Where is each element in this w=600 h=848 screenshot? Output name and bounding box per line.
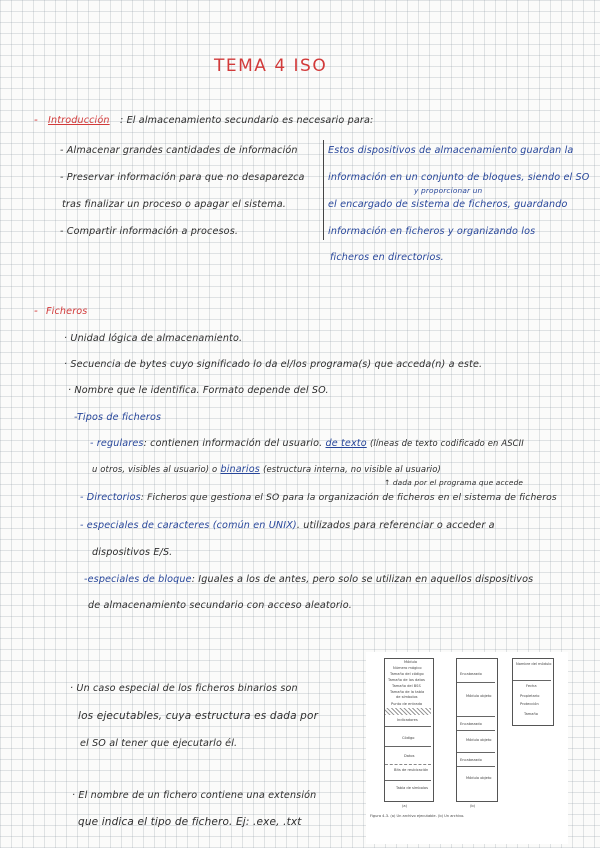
- executable-file-figure: [366, 652, 568, 844]
- regulares-note: ↑ dada por el programa que accede: [384, 478, 524, 487]
- especiales-car-text-1: . utilizados para referenciar o acceder a: [296, 520, 495, 531]
- fig-a-label-7: Punto de entrada: [391, 702, 423, 706]
- fig-side-label-2: Propietario: [520, 694, 540, 698]
- intro-item-4: - Compartir información a procesos.: [60, 226, 239, 237]
- regulares-text-1: : contienen información del usuario.: [143, 438, 323, 449]
- fig-a-label-3: Tamaño de los datos: [388, 678, 425, 682]
- note-line-4: · El nombre de un fichero contiene una extensión: [72, 790, 317, 801]
- fig-b-line-1: [457, 682, 495, 683]
- fig-side-label-4: Tamaño: [524, 712, 538, 716]
- ficheros-line-2: · Secuencia de bytes cuyo significado lo da el/los programa(s) que acceda(n) a este.: [64, 359, 483, 370]
- regulares-text-2: (líneas de texto codificado en ASCII: [369, 438, 524, 448]
- fig-a-label-10: Datos: [404, 754, 415, 758]
- intro-right-insert: y proporcionar un: [414, 186, 483, 195]
- fig-caption-b: (b): [470, 804, 476, 808]
- intro-right-line-1: Estos dispositivos de almacenamiento guardan la: [328, 145, 574, 156]
- binarios-label: binarios: [220, 464, 260, 475]
- fig-side-label-0: Nombre del módulo: [516, 662, 552, 666]
- fig-b-line-4: [457, 752, 495, 753]
- directorios-text: : Ficheros que gestiona el SO para la organización de ficheros en el sistema de ficheros: [140, 492, 557, 503]
- ficheros-heading: Ficheros: [46, 306, 88, 317]
- fig-a-label-1: Número mágico: [393, 666, 422, 670]
- fig-b-label-0: Encabezado: [460, 672, 482, 676]
- fig-b-label-3: Módulo objeto: [466, 738, 492, 742]
- fig-side-label-3: Protección: [520, 702, 539, 706]
- ficheros-line-1: · Unidad lógica de almacenamiento.: [64, 333, 243, 344]
- note-line-3: el SO al tener que ejecutarlo él.: [80, 738, 238, 749]
- regulares-label: - regulares: [90, 438, 144, 449]
- especiales-bloq-text-1: : Iguales a los de antes, pero solo se utilizan en aquellos dispositivos: [191, 574, 534, 585]
- especiales-car-row: [80, 520, 495, 531]
- de-texto-label: de texto: [325, 438, 367, 449]
- note-line-5: que indica el tipo de fichero. Ej: .exe, .txt: [78, 816, 302, 828]
- especiales-bloq-label: -especiales de bloque: [84, 574, 192, 585]
- especiales-car-text-2: dispositivos E/S.: [92, 547, 173, 558]
- directorios-row: [80, 492, 557, 503]
- fig-a-label-6: de símbolos: [396, 695, 418, 699]
- page-title: TEMA 4 ISO: [214, 56, 328, 76]
- intro-heading: Introducción: [48, 115, 110, 126]
- especiales-car-label: - especiales de caracteres (común en UNIX): [80, 520, 297, 531]
- regulares-text-4: (estructura interna, no visible al usuario): [263, 464, 441, 474]
- fig-a-label-0: Módulo: [404, 660, 418, 664]
- fig-side-line-1: [513, 680, 551, 681]
- ficheros-bullet: -: [34, 305, 38, 317]
- fig-a-label-8: Indicadores: [397, 718, 418, 722]
- fig-a-label-2: Tamaño del código: [390, 672, 424, 676]
- fig-caption-text: Figura 4-3. (a) Un archivo ejecutable. (b) Un archivo.: [370, 814, 465, 818]
- fig-a-label-12: Tabla de símbolos: [396, 786, 428, 790]
- intro-right-line-2: información en un conjunto de bloques, siendo el SO: [328, 172, 590, 183]
- intro-right-line-3: el encargado de sistema de ficheros, guardando: [328, 199, 568, 210]
- tipos-heading: -Tipos de ficheros: [74, 412, 162, 423]
- fig-a-label-4: Tamaño del BSS: [392, 684, 421, 688]
- fig-a-hatch: [385, 708, 431, 715]
- note-line-1: · Un caso especial de los ficheros binarios son: [70, 683, 298, 694]
- intro-right-line-5: ficheros en directorios.: [330, 252, 444, 263]
- intro-bullet: -: [34, 114, 38, 126]
- column-divider: [323, 140, 324, 240]
- fig-a-label-9: Código: [402, 736, 415, 740]
- fig-a-label-11: Bits de reubicación: [394, 768, 429, 772]
- regulares-row-2: [92, 464, 441, 475]
- fig-b-label-5: Módulo objeto: [466, 776, 492, 780]
- especiales-bloq-text-2: de almacenamiento secundario con acceso aleatorio.: [88, 600, 352, 611]
- especiales-bloq-row: [84, 574, 533, 585]
- intro-item-2: - Preservar información para que no desaparezca: [60, 172, 305, 183]
- fig-b-line-3: [457, 730, 495, 731]
- regulares-row: [90, 438, 524, 449]
- intro-right-line-4: información en ficheros y organizando los: [328, 226, 536, 237]
- fig-a-line-3: [385, 780, 431, 781]
- intro-item-1: - Almacenar grandes cantidades de información: [60, 145, 298, 156]
- fig-b-label-1: Módulo objeto: [466, 694, 492, 698]
- fig-b-line-5: [457, 766, 495, 767]
- note-line-2: los ejecutables, cuya estructura es dada por: [78, 710, 319, 722]
- intro-text: : El almacenamiento secundario es necesario para:: [120, 115, 374, 126]
- fig-a-line-1: [385, 726, 431, 727]
- fig-side-label-1: Fecha: [526, 684, 537, 688]
- fig-a-line-2: [385, 746, 431, 747]
- fig-b-label-2: Encabezado: [460, 722, 482, 726]
- fig-caption-a: (a): [402, 804, 408, 808]
- ficheros-line-3: · Nombre que le identifica. Formato depende del SO.: [68, 385, 329, 396]
- regulares-text-3: u otros, visibles al usuario) o: [92, 464, 218, 474]
- intro-item-3: tras finalizar un proceso o apagar el sistema.: [62, 199, 286, 210]
- fig-a-dash: [385, 764, 431, 765]
- fig-b-label-4: Encabezado: [460, 758, 482, 762]
- fig-a-label-5: Tamaño de la tabla: [390, 690, 425, 694]
- fig-b-line-2: [457, 716, 495, 717]
- directorios-label: - Directorios: [80, 492, 141, 503]
